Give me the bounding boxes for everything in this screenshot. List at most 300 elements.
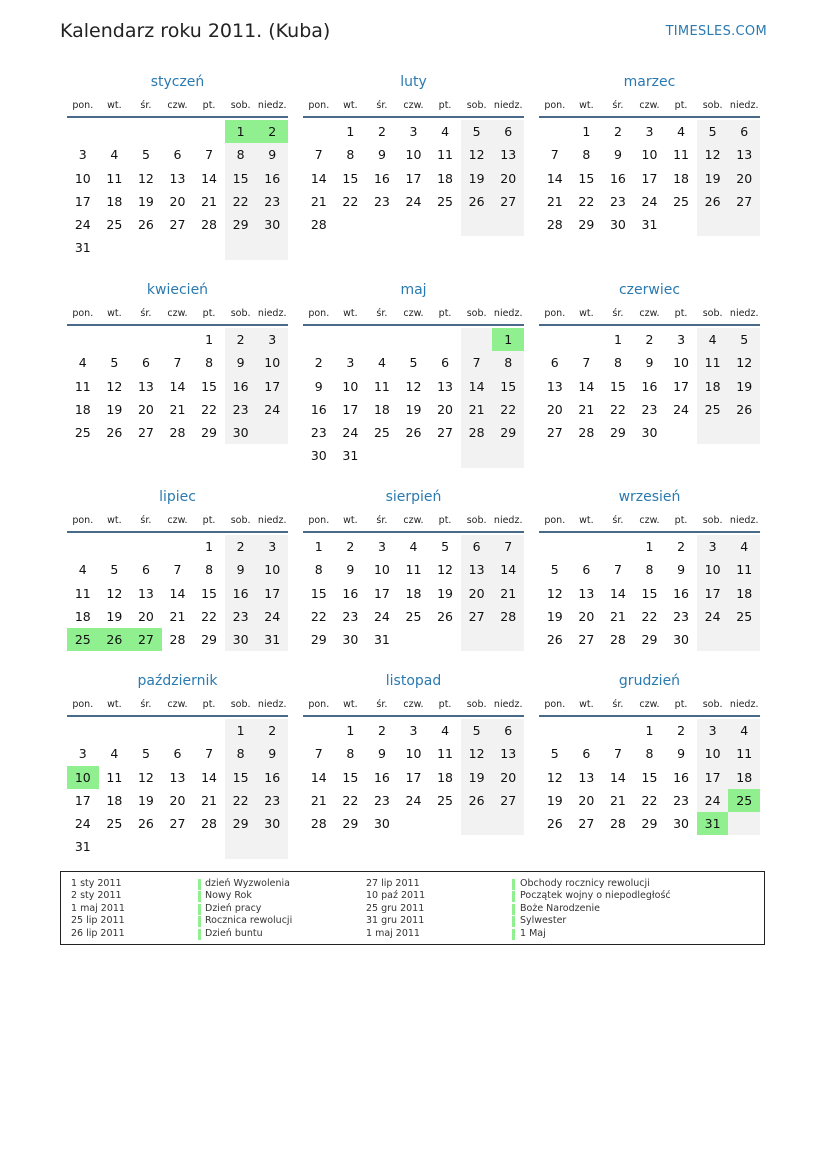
- day-cell: 4: [728, 719, 760, 742]
- weekday-label: sob.: [702, 308, 723, 319]
- legend-holiday-name: Nowy Rok: [205, 890, 252, 902]
- day-cell: 31: [256, 628, 288, 651]
- day-cell: 24: [74, 816, 91, 832]
- weekday-label: pt.: [438, 699, 452, 710]
- day-cell: 8: [314, 562, 323, 578]
- empty-cell: [256, 236, 288, 259]
- empty-cell: [492, 628, 524, 651]
- day-cell: 28: [546, 217, 563, 233]
- day-cell: 18: [373, 401, 390, 417]
- empty-cell: [67, 328, 99, 351]
- day-cell: 27: [130, 628, 162, 651]
- weekday-header: [539, 304, 760, 326]
- empty-cell: [398, 628, 430, 651]
- day-cell: 22: [641, 608, 658, 624]
- weekday-label: wt.: [107, 699, 122, 710]
- day-cell: 31: [74, 240, 91, 256]
- day-cell: 3: [346, 355, 355, 371]
- day-cell: 15: [342, 769, 359, 785]
- day-grid: [67, 535, 288, 651]
- day-cell: 7: [314, 147, 323, 163]
- empty-cell: [99, 328, 131, 351]
- legend-date: 25 gru 2011: [366, 902, 425, 914]
- weekday-label: śr.: [140, 515, 152, 526]
- day-cell: 16: [609, 170, 626, 186]
- day-cell: 4: [78, 355, 87, 371]
- day-cell: 10: [67, 766, 99, 789]
- day-cell: 4: [78, 562, 87, 578]
- empty-cell: [162, 535, 194, 558]
- day-cell: 3: [78, 147, 87, 163]
- day-cell: 14: [169, 378, 186, 394]
- day-cell: 22: [609, 401, 626, 417]
- day-cell: 28: [578, 425, 595, 441]
- day-cell: 20: [169, 792, 186, 808]
- day-cell: 27: [492, 789, 524, 812]
- weekday-label: wt.: [343, 515, 358, 526]
- day-cell: 2: [346, 539, 355, 554]
- empty-cell: [398, 328, 430, 351]
- day-cell: 19: [546, 792, 563, 808]
- day-cell: 17: [373, 585, 390, 601]
- day-cell: 26: [99, 628, 131, 651]
- day-cell: 12: [106, 378, 123, 394]
- day-cell: 4: [728, 535, 760, 558]
- day-cell: 25: [405, 608, 422, 624]
- day-cell: 16: [310, 401, 327, 417]
- weekday-label: czw.: [167, 100, 188, 111]
- day-cell: 12: [405, 378, 422, 394]
- empty-cell: [461, 328, 493, 351]
- month-name: lipiec: [159, 489, 196, 505]
- day-cell: 29: [201, 632, 218, 648]
- empty-cell: [429, 213, 461, 236]
- day-cell: 8: [645, 746, 654, 762]
- legend-color-marker: [512, 929, 515, 940]
- weekday-label: niedz.: [493, 699, 523, 710]
- day-cell: 15: [225, 167, 257, 190]
- day-cell: 4: [677, 124, 686, 139]
- day-cell: 27: [169, 816, 186, 832]
- day-cell: 11: [728, 558, 760, 581]
- weekday-header: [303, 304, 524, 326]
- weekday-label: niedz.: [729, 699, 759, 710]
- day-cell: 13: [137, 378, 154, 394]
- weekday-label: śr.: [376, 515, 388, 526]
- empty-cell: [539, 328, 571, 351]
- day-cell: 6: [550, 355, 559, 371]
- day-cell: 9: [377, 746, 386, 762]
- weekday-label: śr.: [140, 100, 152, 111]
- day-cell: 12: [106, 585, 123, 601]
- day-cell: 5: [110, 562, 119, 578]
- day-cell: 15: [201, 585, 218, 601]
- day-cell: 27: [578, 816, 595, 832]
- day-cell: 25: [74, 425, 91, 441]
- day-cell: 19: [728, 375, 760, 398]
- month-name: marzec: [623, 74, 676, 90]
- day-grid: [303, 120, 524, 236]
- day-cell: 11: [697, 351, 729, 374]
- day-cell: 11: [437, 746, 454, 762]
- day-cell: 1: [346, 124, 355, 139]
- day-cell: 2: [314, 355, 323, 371]
- day-cell: 13: [546, 378, 563, 394]
- day-grid: [303, 535, 524, 651]
- day-cell: 10: [373, 562, 390, 578]
- empty-cell: [303, 719, 335, 742]
- day-cell: 1: [225, 719, 257, 742]
- empty-cell: [99, 719, 131, 742]
- day-cell: 17: [342, 401, 359, 417]
- day-cell: 18: [106, 792, 123, 808]
- day-cell: 18: [728, 582, 760, 605]
- day-cell: 15: [578, 170, 595, 186]
- day-cell: 27: [137, 425, 154, 441]
- day-cell: 20: [728, 167, 760, 190]
- day-cell: 15: [609, 378, 626, 394]
- day-cell: 28: [310, 816, 327, 832]
- day-cell: 4: [441, 124, 450, 139]
- day-cell: 22: [225, 190, 257, 213]
- day-cell: 23: [373, 193, 390, 209]
- day-cell: 6: [492, 120, 524, 143]
- weekday-label: czw.: [167, 308, 188, 319]
- day-cell: 17: [697, 582, 729, 605]
- empty-cell: [162, 236, 194, 259]
- day-cell: 28: [201, 816, 218, 832]
- day-cell: 8: [205, 355, 214, 371]
- month-name: maj: [400, 282, 427, 298]
- day-cell: 30: [225, 421, 257, 444]
- day-cell: 19: [106, 608, 123, 624]
- month-block: [539, 280, 760, 444]
- day-cell: 28: [609, 816, 626, 832]
- empty-cell: [429, 328, 461, 351]
- day-cell: 19: [137, 792, 154, 808]
- day-cell: 17: [697, 766, 729, 789]
- day-cell: 2: [677, 723, 686, 738]
- day-cell: 6: [173, 746, 182, 762]
- day-cell: 29: [201, 425, 218, 441]
- weekday-header: [539, 695, 760, 717]
- day-cell: 10: [697, 558, 729, 581]
- empty-cell: [303, 328, 335, 351]
- day-cell: 24: [405, 792, 422, 808]
- day-cell: 11: [437, 147, 454, 163]
- weekday-label: pon.: [544, 699, 566, 710]
- empty-cell: [461, 444, 493, 467]
- weekday-header: [67, 96, 288, 118]
- day-cell: 22: [342, 193, 359, 209]
- empty-cell: [571, 719, 603, 742]
- day-cell: 6: [173, 147, 182, 163]
- day-cell: 15: [641, 585, 658, 601]
- empty-cell: [492, 444, 524, 467]
- page-title: Kalendarz roku 2011. (Kuba): [60, 20, 331, 42]
- day-cell: 31: [342, 448, 359, 464]
- day-cell: 22: [641, 792, 658, 808]
- legend-date: 1 maj 2011: [71, 902, 125, 914]
- day-cell: 15: [310, 585, 327, 601]
- empty-cell: [429, 812, 461, 835]
- empty-cell: [461, 628, 493, 651]
- day-cell: 25: [673, 193, 690, 209]
- day-cell: 11: [405, 562, 422, 578]
- day-cell: 3: [409, 723, 418, 738]
- day-cell: 10: [256, 558, 288, 581]
- month-name: styczeń: [150, 74, 205, 90]
- weekday-label: pon.: [308, 515, 330, 526]
- day-cell: 16: [225, 582, 257, 605]
- day-cell: 27: [546, 425, 563, 441]
- empty-cell: [602, 535, 634, 558]
- empty-cell: [130, 120, 162, 143]
- month-block: [539, 487, 760, 651]
- day-cell: 10: [256, 351, 288, 374]
- weekday-label: wt.: [343, 699, 358, 710]
- day-cell: 14: [169, 585, 186, 601]
- day-cell: 21: [169, 608, 186, 624]
- day-cell: 22: [201, 401, 218, 417]
- day-cell: 9: [377, 147, 386, 163]
- weekday-label: pt.: [438, 515, 452, 526]
- day-cell: 18: [437, 769, 454, 785]
- day-cell: 24: [373, 608, 390, 624]
- day-cell: 13: [492, 143, 524, 166]
- day-cell: 30: [225, 628, 257, 651]
- legend-color-marker: [512, 879, 515, 890]
- day-cell: 11: [74, 585, 91, 601]
- day-cell: 7: [492, 535, 524, 558]
- weekday-label: pt.: [438, 308, 452, 319]
- day-cell: 11: [673, 147, 690, 163]
- month-name: grudzień: [618, 673, 681, 689]
- day-cell: 18: [728, 766, 760, 789]
- day-cell: 7: [582, 355, 591, 371]
- day-cell: 4: [697, 328, 729, 351]
- month-name: listopad: [385, 673, 442, 689]
- day-cell: 2: [377, 723, 386, 738]
- day-cell: 25: [373, 425, 390, 441]
- weekday-label: pt.: [202, 100, 216, 111]
- empty-cell: [492, 213, 524, 236]
- empty-cell: [130, 835, 162, 858]
- weekday-label: pt.: [202, 308, 216, 319]
- empty-cell: [162, 835, 194, 858]
- day-cell: 20: [169, 193, 186, 209]
- empty-cell: [99, 120, 131, 143]
- empty-cell: [697, 628, 729, 651]
- day-cell: 7: [173, 562, 182, 578]
- day-cell: 22: [201, 608, 218, 624]
- day-cell: 24: [256, 398, 288, 421]
- month-name: październik: [137, 673, 218, 689]
- day-cell: 13: [437, 378, 454, 394]
- legend-date: 26 lip 2011: [71, 927, 125, 939]
- empty-cell: [193, 719, 225, 742]
- day-cell: 26: [137, 816, 154, 832]
- day-cell: 27: [492, 190, 524, 213]
- legend-color-marker: [198, 916, 201, 927]
- day-cell: 24: [697, 605, 729, 628]
- day-cell: 21: [201, 193, 218, 209]
- holiday-legend: [60, 871, 765, 945]
- weekday-label: niedz.: [493, 308, 523, 319]
- weekday-label: niedz.: [257, 100, 287, 111]
- weekday-header: [303, 511, 524, 533]
- day-cell: 12: [437, 562, 454, 578]
- day-cell: 19: [137, 193, 154, 209]
- day-cell: 8: [582, 147, 591, 163]
- day-cell: 15: [492, 375, 524, 398]
- day-cell: 20: [437, 401, 454, 417]
- day-cell: 3: [697, 535, 729, 558]
- day-cell: 8: [346, 147, 355, 163]
- weekday-label: wt.: [343, 100, 358, 111]
- day-grid: [303, 328, 524, 468]
- empty-cell: [461, 812, 493, 835]
- day-cell: 16: [673, 585, 690, 601]
- day-cell: 1: [645, 539, 654, 554]
- day-cell: 2: [256, 719, 288, 742]
- weekday-label: wt.: [579, 699, 594, 710]
- empty-cell: [398, 213, 430, 236]
- day-cell: 3: [256, 535, 288, 558]
- weekday-label: pt.: [674, 699, 688, 710]
- day-cell: 11: [106, 170, 123, 186]
- day-cell: 18: [697, 375, 729, 398]
- empty-cell: [193, 236, 225, 259]
- day-cell: 16: [256, 766, 288, 789]
- weekday-label: sob.: [466, 699, 487, 710]
- day-cell: 16: [673, 769, 690, 785]
- day-cell: 23: [373, 792, 390, 808]
- day-cell: 23: [609, 193, 626, 209]
- empty-cell: [571, 328, 603, 351]
- day-cell: 14: [492, 558, 524, 581]
- month-name: czerwiec: [618, 282, 681, 298]
- day-cell: 4: [377, 355, 386, 371]
- weekday-label: sob.: [466, 515, 487, 526]
- weekday-label: śr.: [140, 308, 152, 319]
- day-cell: 20: [137, 401, 154, 417]
- day-cell: 21: [578, 401, 595, 417]
- day-cell: 26: [728, 398, 760, 421]
- day-cell: 7: [205, 147, 214, 163]
- day-cell: 10: [405, 147, 422, 163]
- weekday-label: sob.: [702, 515, 723, 526]
- weekday-label: wt.: [107, 515, 122, 526]
- day-cell: 17: [74, 792, 91, 808]
- empty-cell: [99, 835, 131, 858]
- day-cell: 13: [169, 170, 186, 186]
- day-cell: 28: [310, 217, 327, 233]
- day-cell: 1: [346, 723, 355, 738]
- day-cell: 5: [550, 562, 559, 578]
- month-block: [67, 671, 288, 859]
- day-cell: 3: [256, 328, 288, 351]
- day-cell: 29: [641, 632, 658, 648]
- day-cell: 5: [141, 746, 150, 762]
- weekday-label: pon.: [308, 308, 330, 319]
- day-cell: 23: [673, 608, 690, 624]
- day-cell: 18: [405, 585, 422, 601]
- day-cell: 11: [106, 769, 123, 785]
- month-block: [67, 280, 288, 444]
- day-cell: 16: [373, 769, 390, 785]
- weekday-label: niedz.: [729, 515, 759, 526]
- weekday-label: niedz.: [493, 515, 523, 526]
- day-cell: 25: [728, 789, 760, 812]
- day-cell: 29: [578, 217, 595, 233]
- day-cell: 30: [373, 816, 390, 832]
- weekday-header: [67, 695, 288, 717]
- day-cell: 21: [201, 792, 218, 808]
- legend-holiday-name: 1 Maj: [520, 927, 546, 939]
- day-cell: 8: [205, 562, 214, 578]
- legend-color-marker: [198, 904, 201, 915]
- weekday-label: czw.: [639, 100, 660, 111]
- weekday-label: śr.: [376, 100, 388, 111]
- legend-date: 25 lip 2011: [71, 915, 125, 927]
- day-cell: 24: [256, 605, 288, 628]
- day-cell: 27: [169, 217, 186, 233]
- day-cell: 10: [405, 746, 422, 762]
- legend-holiday-name: Początek wojny o niepodległość: [520, 890, 671, 902]
- day-cell: 8: [225, 742, 257, 765]
- empty-cell: [99, 535, 131, 558]
- empty-cell: [461, 213, 493, 236]
- month-block: [539, 671, 760, 835]
- day-cell: 5: [728, 328, 760, 351]
- day-cell: 13: [461, 558, 493, 581]
- day-cell: 21: [546, 193, 563, 209]
- brand-link[interactable]: TIMESLES.COM: [665, 24, 767, 39]
- day-cell: 23: [641, 401, 658, 417]
- empty-cell: [429, 444, 461, 467]
- day-cell: 3: [645, 124, 654, 139]
- weekday-label: czw.: [403, 308, 424, 319]
- day-cell: 14: [578, 378, 595, 394]
- day-cell: 24: [74, 217, 91, 233]
- day-cell: 4: [110, 746, 119, 762]
- empty-cell: [366, 213, 398, 236]
- empty-cell: [225, 236, 257, 259]
- day-cell: 12: [137, 170, 154, 186]
- day-grid: [539, 535, 760, 651]
- weekday-label: niedz.: [257, 699, 287, 710]
- day-cell: 16: [373, 170, 390, 186]
- day-cell: 9: [314, 378, 323, 394]
- day-cell: 3: [78, 746, 87, 762]
- day-cell: 19: [697, 167, 729, 190]
- day-cell: 23: [673, 792, 690, 808]
- empty-cell: [665, 213, 697, 236]
- weekday-label: czw.: [167, 699, 188, 710]
- day-cell: 5: [110, 355, 119, 371]
- day-cell: 5: [550, 746, 559, 762]
- empty-cell: [697, 421, 729, 444]
- weekday-label: sob.: [230, 515, 251, 526]
- day-cell: 25: [106, 816, 123, 832]
- day-cell: 6: [492, 719, 524, 742]
- legend-date: 31 gru 2011: [366, 915, 425, 927]
- weekday-label: pon.: [72, 699, 94, 710]
- day-cell: 12: [728, 351, 760, 374]
- day-cell: 10: [342, 378, 359, 394]
- day-cell: 7: [461, 351, 493, 374]
